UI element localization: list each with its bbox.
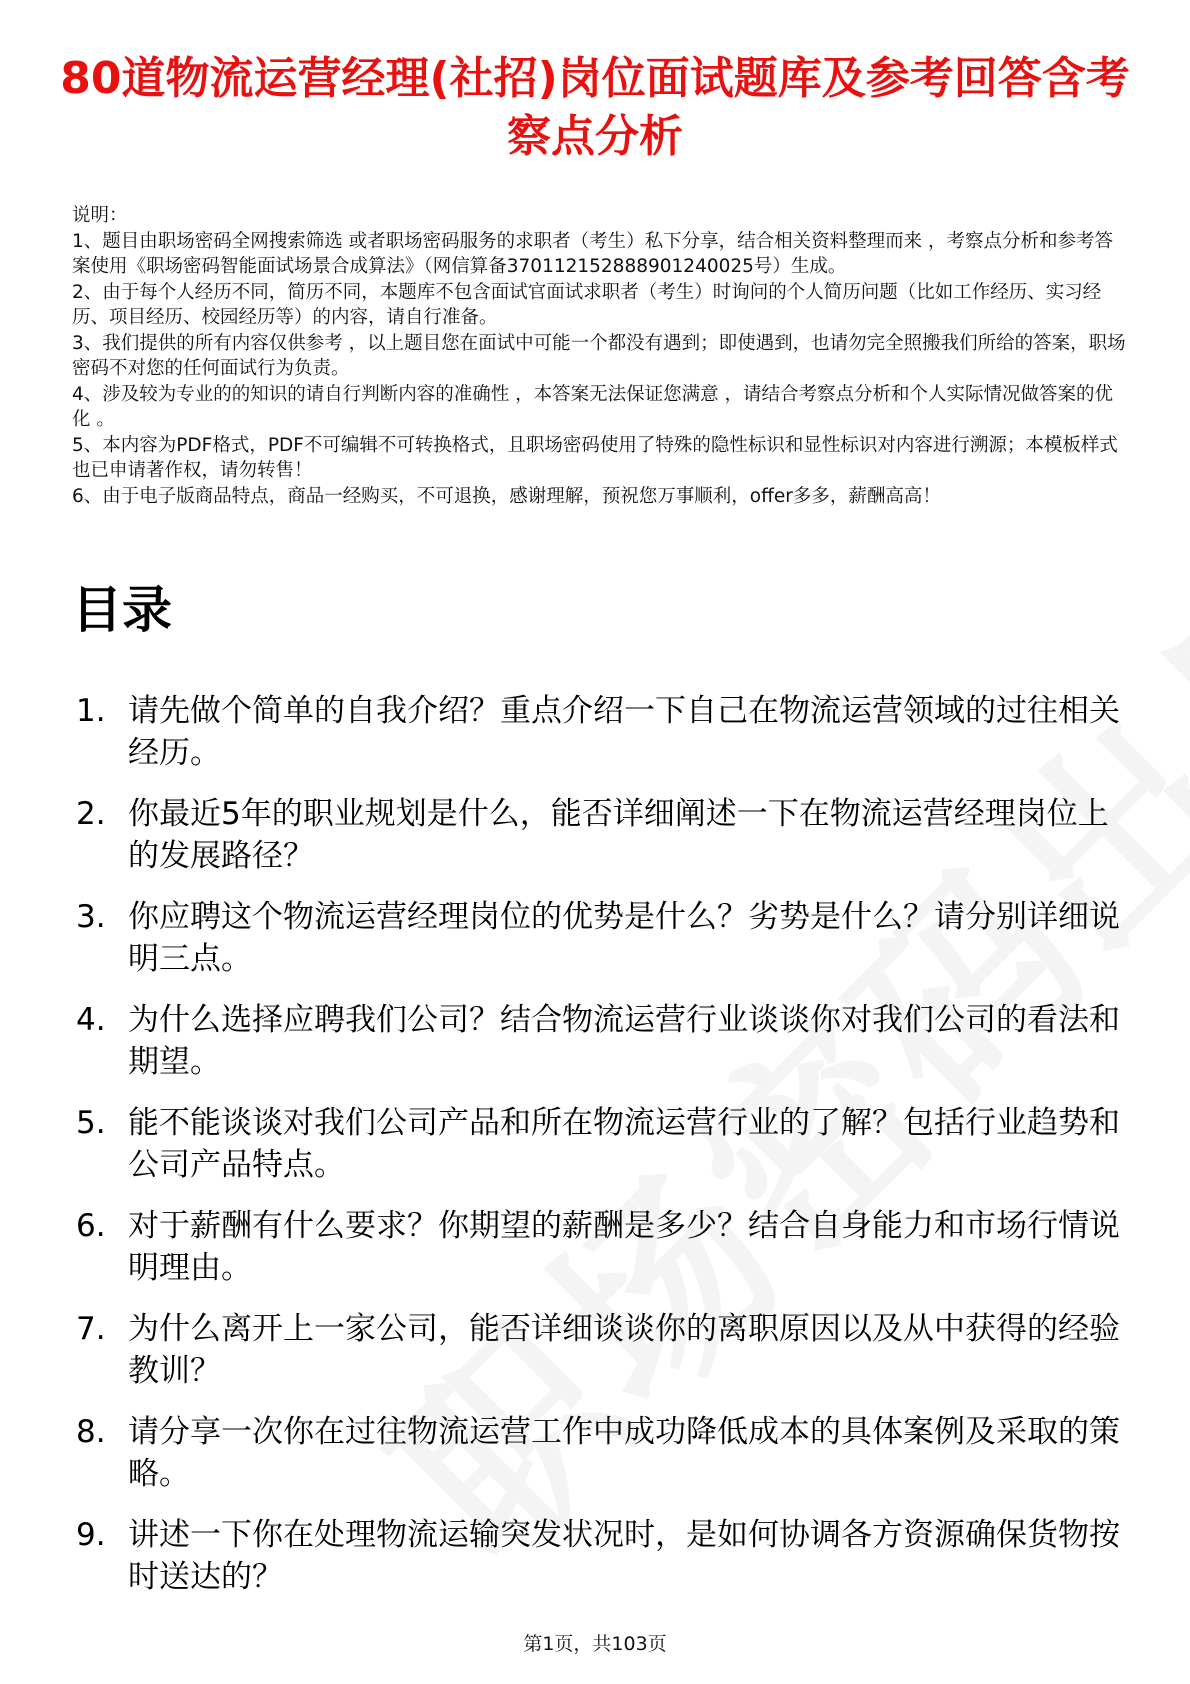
question-item: [72, 793, 1130, 877]
note-item: 6、由于电子版商品特点，商品一经购买，不可退换，感谢理解，预祝您万事顺利，offer多多，薪酬高高！: [72, 485, 941, 507]
question-text: 你应聘这个物流运营经理岗位的优势是什么？劣势是什么？请分别详细说明三点。: [128, 899, 1120, 977]
question-item: [72, 1411, 1130, 1495]
question-item: [72, 690, 1130, 774]
notes-heading: 说明：: [72, 205, 128, 226]
question-number: 2.: [76, 796, 106, 832]
question-text: 对于薪酬有什么要求？你期望的薪酬是多少？结合自身能力和市场行情说明理由。: [128, 1208, 1120, 1286]
question-number: 6.: [76, 1208, 106, 1244]
note-item: 1、题目由职场密码全网搜索筛选 或者职场密码服务的求职者（考生）私下分享，结合相关资料整理而来 ，考察点分析和参考答案使用《职场密码智能面试场景合成算法》（网信算备370112152888901240025号）生成。: [72, 230, 1114, 277]
question-item: [72, 999, 1130, 1083]
question-text: 为什么选择应聘我们公司？结合物流运营行业谈谈你对我们公司的看法和期望。: [128, 1002, 1120, 1080]
question-text: 能不能谈谈对我们公司产品和所在物流运营行业的了解？包括行业趋势和公司产品特点。: [128, 1105, 1120, 1183]
question-number: 1.: [76, 693, 106, 729]
question-list: [72, 690, 1130, 1617]
question-item: [72, 1102, 1130, 1186]
question-number: 5.: [76, 1105, 106, 1141]
question-item: [72, 1205, 1130, 1289]
question-number: 3.: [76, 899, 106, 935]
question-number: 8.: [76, 1414, 106, 1450]
question-number: 4.: [76, 1002, 106, 1038]
toc-heading: 目录: [72, 581, 172, 639]
question-item: [72, 896, 1130, 980]
note-item: 4、涉及较为专业的的知识的请自行判断内容的准确性 ，本答案无法保证您满意 ，请结合考察点分析和个人实际情况做答案的优化 。: [72, 383, 1114, 430]
question-text: 请先做个简单的自我介绍？重点介绍一下自己在物流运营领域的过往相关经历。: [128, 693, 1120, 771]
question-number: 9.: [76, 1517, 106, 1553]
notes-section: [72, 203, 1130, 509]
question-item: [72, 1514, 1130, 1598]
note-item: 3、我们提供的所有内容仅供参考 ，以上题目您在面试中可能一个都没有遇到；即使遇到，也请勿完全照搬我们所给的答案，职场密码不对您的任何面试行为负责。: [72, 332, 1126, 379]
page-footer: 第1页，共103页: [523, 1633, 667, 1655]
page-title: 80道物流运营经理(社招)岗位面试题库及参考回答含考察点分析: [60, 53, 1130, 162]
note-item: 5、本内容为PDF格式，PDF不可编辑不可转换格式，且职场密码使用了特殊的隐性标识和显性标识对内容进行溯源；本模板样式也已申请著作权，请勿转售！: [72, 434, 1118, 481]
question-text: 为什么离开上一家公司，能否详细谈谈你的离职原因以及从中获得的经验教训？: [128, 1311, 1120, 1389]
question-item: [72, 1308, 1130, 1392]
question-text: 请分享一次你在过往物流运营工作中成功降低成本的具体案例及采取的策略。: [128, 1414, 1120, 1492]
question-text: 你最近5年的职业规划是什么，能否详细阐述一下在物流运营经理岗位上的发展路径？: [128, 796, 1109, 874]
note-item: 2、由于每个人经历不同，简历不同，本题库不包含面试官面试求职者（考生）时询问的个人简历问题（比如工作经历、实习经历、项目经历、校园经历等）的内容，请自行准备。: [72, 281, 1102, 328]
question-text: 讲述一下你在处理物流运输突发状况时，是如何协调各方资源确保货物按时送达的？: [128, 1517, 1120, 1595]
question-number: 7.: [76, 1311, 106, 1347]
